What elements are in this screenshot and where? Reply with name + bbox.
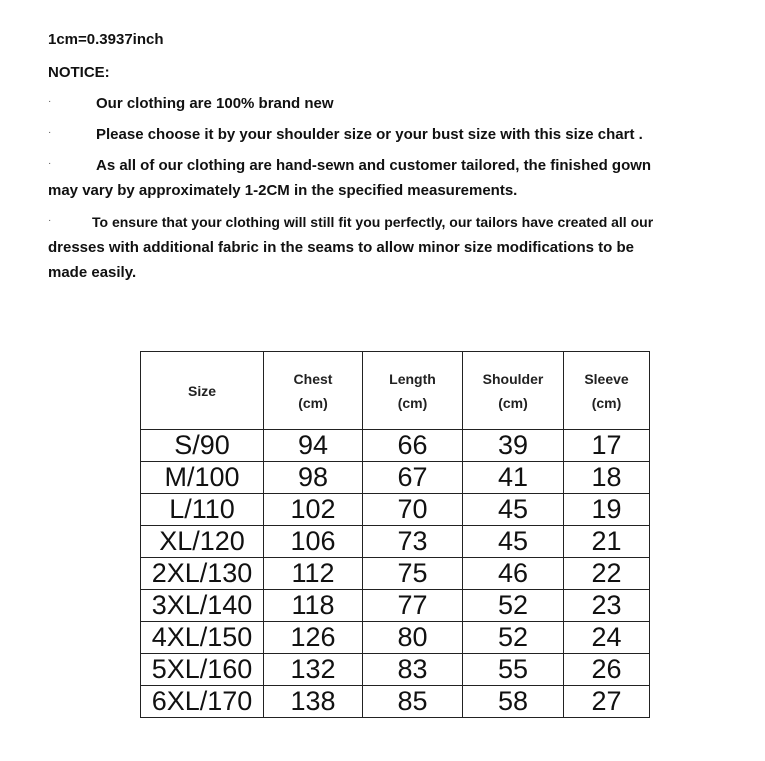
cell-length: 67 — [363, 462, 463, 494]
cell-length: 70 — [363, 494, 463, 526]
cell-chest: 98 — [264, 462, 363, 494]
notice-item-choose-size: Please choose it by your shoulder size or your bust size with this size chart . — [96, 126, 643, 143]
cell-size: S/90 — [141, 430, 264, 462]
cell-size: 6XL/170 — [141, 686, 264, 718]
table-row — [141, 622, 650, 654]
cell-sleeve: 26 — [564, 654, 650, 686]
cell-sleeve: 19 — [564, 494, 650, 526]
header-shoulder: Shoulder (cm) — [463, 352, 564, 430]
notice-item-tailors-line2: dresses with additional fabric in the seams to allow minor size modifications to be — [48, 239, 634, 256]
header-size: Size — [141, 352, 264, 430]
cell-chest: 132 — [264, 654, 363, 686]
cell-length: 85 — [363, 686, 463, 718]
cell-size: 5XL/160 — [141, 654, 264, 686]
cell-size: XL/120 — [141, 526, 264, 558]
table-row — [141, 654, 650, 686]
table-row — [141, 590, 650, 622]
notice-item-tailors-line3: made easily. — [48, 264, 137, 281]
table-row — [141, 558, 650, 590]
cell-length: 77 — [363, 590, 463, 622]
notice-title: NOTICE: — [48, 64, 110, 81]
cell-chest: 94 — [264, 430, 363, 462]
cell-shoulder: 46 — [463, 558, 564, 590]
cell-shoulder: 55 — [463, 654, 564, 686]
notice-item-hand-sewn-line2: may vary by approximately 1-2CM in the specified measurements. — [48, 182, 518, 199]
notice-item-brand-new: Our clothing are 100% brand new — [96, 95, 334, 112]
cell-sleeve: 17 — [564, 430, 650, 462]
notice-item-hand-sewn-line1: As all of our clothing are hand-sewn and customer tailored, the finished gown — [96, 157, 652, 174]
cell-shoulder: 52 — [463, 590, 564, 622]
cell-length: 80 — [363, 622, 463, 654]
cell-sleeve: 24 — [564, 622, 650, 654]
cell-size: 3XL/140 — [141, 590, 264, 622]
cell-shoulder: 41 — [463, 462, 564, 494]
cell-chest: 118 — [264, 590, 363, 622]
cell-sleeve: 22 — [564, 558, 650, 590]
table-row — [141, 494, 650, 526]
notice-item-tailors-line1: To ensure that your clothing will still fit you perfectly, our tailors have created all our — [92, 214, 654, 230]
cell-shoulder: 45 — [463, 494, 564, 526]
cell-length: 73 — [363, 526, 463, 558]
size-chart-table — [140, 351, 650, 718]
cell-shoulder: 45 — [463, 526, 564, 558]
unit-conversion: 1cm=0.3937inch — [48, 31, 164, 48]
bullet-marker: · — [48, 96, 52, 107]
bullet-marker: · — [48, 158, 52, 169]
table-row — [141, 686, 650, 718]
bullet-marker: · — [48, 127, 52, 138]
cell-size: L/110 — [141, 494, 264, 526]
cell-chest: 112 — [264, 558, 363, 590]
cell-chest: 126 — [264, 622, 363, 654]
cell-shoulder: 39 — [463, 430, 564, 462]
cell-chest: 102 — [264, 494, 363, 526]
cell-sleeve: 27 — [564, 686, 650, 718]
header-sleeve: Sleeve (cm) — [564, 352, 650, 430]
cell-sleeve: 21 — [564, 526, 650, 558]
table-header-row — [141, 352, 650, 430]
bullet-marker: · — [48, 215, 52, 226]
cell-sleeve: 23 — [564, 590, 650, 622]
cell-sleeve: 18 — [564, 462, 650, 494]
table-row — [141, 526, 650, 558]
cell-size: 2XL/130 — [141, 558, 264, 590]
cell-shoulder: 52 — [463, 622, 564, 654]
header-length: Length (cm) — [363, 352, 463, 430]
cell-size: 4XL/150 — [141, 622, 264, 654]
cell-size: M/100 — [141, 462, 264, 494]
table-row — [141, 430, 650, 462]
table-row — [141, 462, 650, 494]
cell-length: 83 — [363, 654, 463, 686]
cell-length: 75 — [363, 558, 463, 590]
cell-length: 66 — [363, 430, 463, 462]
header-chest: Chest (cm) — [264, 352, 363, 430]
cell-chest: 138 — [264, 686, 363, 718]
cell-chest: 106 — [264, 526, 363, 558]
cell-shoulder: 58 — [463, 686, 564, 718]
